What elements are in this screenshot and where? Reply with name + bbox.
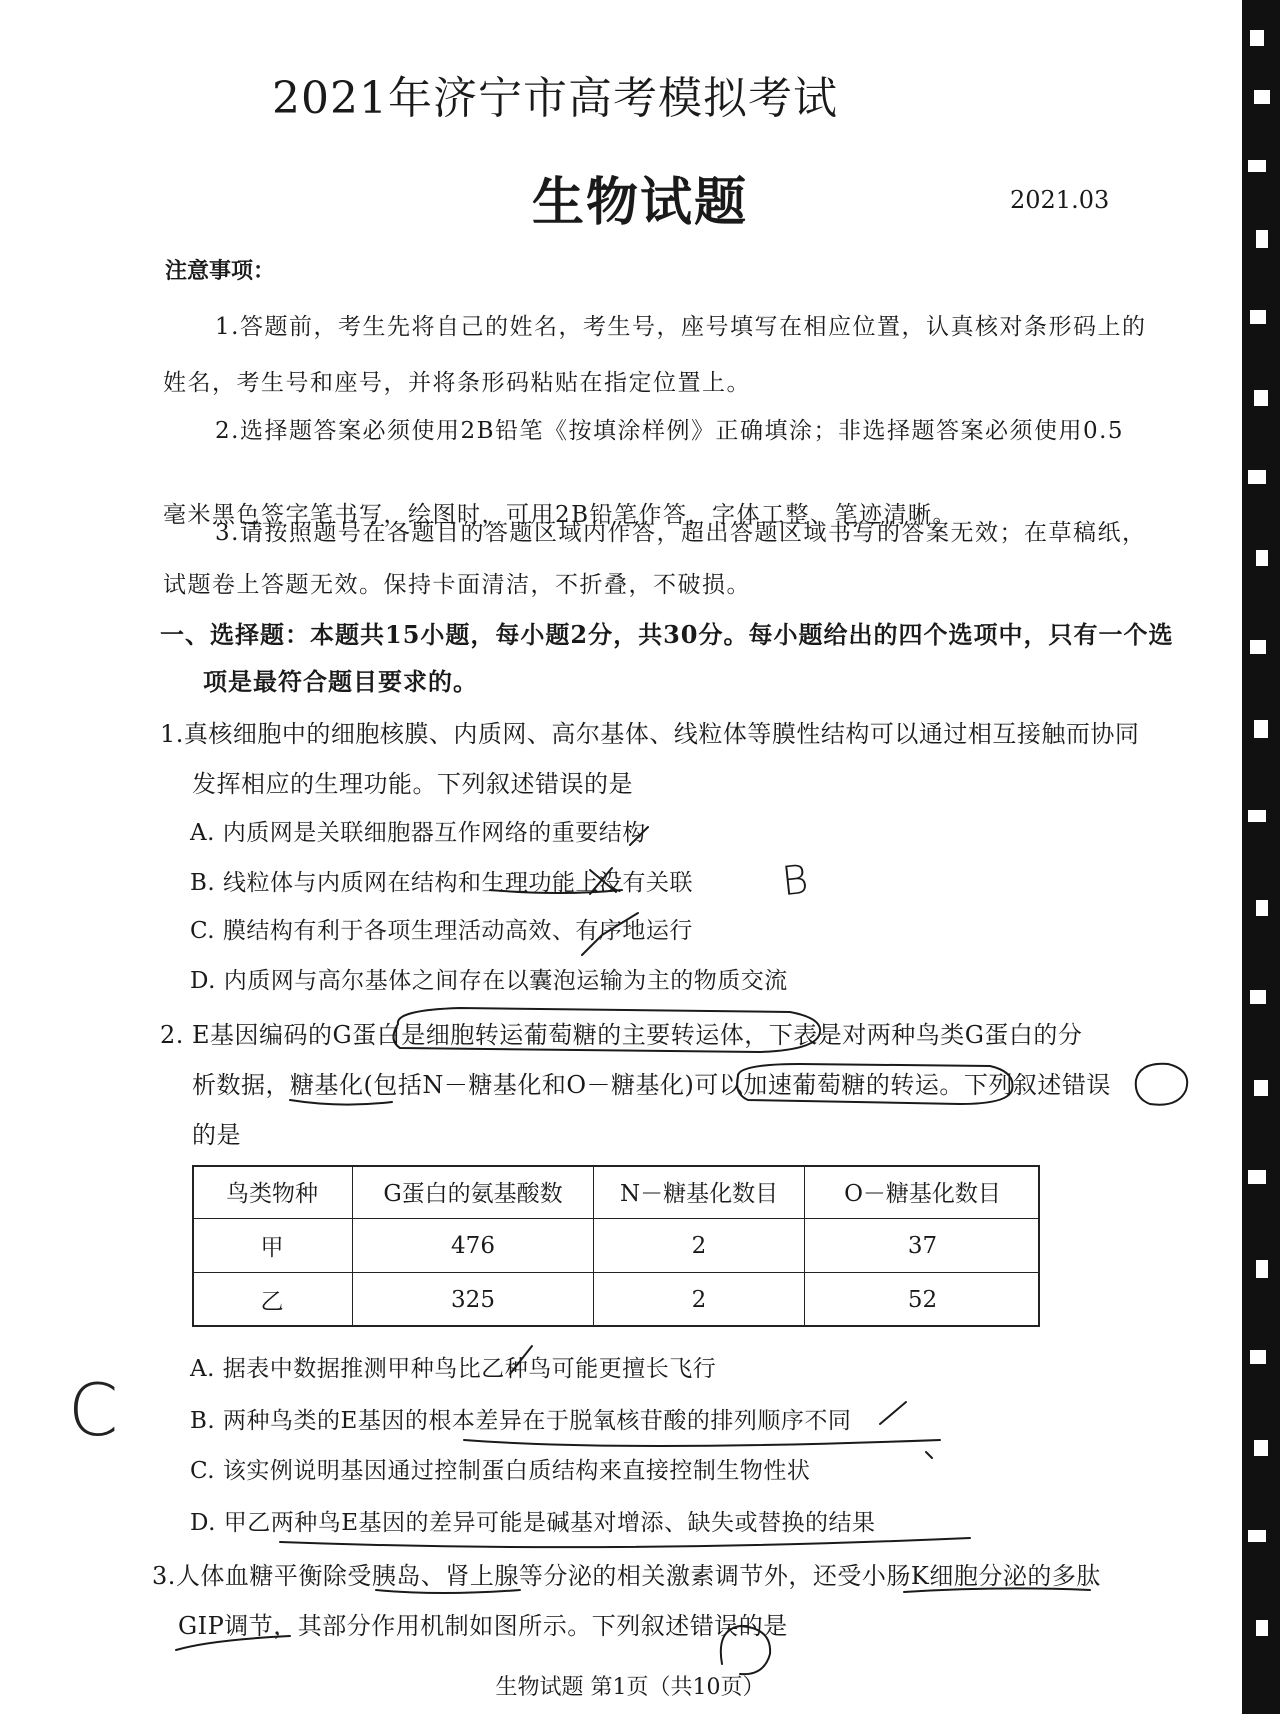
table-cell: 476 [353,1219,594,1273]
subject-title: 生物试题 [531,172,748,233]
table-header-cell: O－糖基化数目 [805,1165,1041,1219]
notice-heading: 注意事项： [165,258,276,284]
q2-option-d: D. 甲乙两种鸟E基因的差异可能是碱基对增添、缺失或替换的结果 [190,1510,876,1536]
q2-stem-line-3: 的是 [192,1121,241,1149]
q2-handwritten-answer: C [68,1368,119,1452]
q2-option-b: B. 两种鸟类的E基因的根本差异在于脱氧核苷酸的排列顺序不同 [190,1408,852,1434]
table-cell: 2 [594,1273,805,1327]
q3-stem-line-2: GIP调节，其部分作用机制如图所示。下列叙述错误的是 [178,1612,788,1640]
table-header-cell: 鸟类物种 [192,1165,353,1219]
q1-option-b: B. 线粒体与内质网在结构和生理功能上没有关联 [190,870,694,896]
q3-stem-line-1: 3.人体血糖平衡除受胰岛、肾上腺等分泌的相关激素调节外，还受小肠K细胞分泌的多肽 [152,1562,1101,1590]
q1-option-d: D. 内质网与高尔基体之间存在以囊泡运输为主的物质交流 [190,968,788,994]
table-cell: 37 [805,1219,1041,1273]
q2-stem-line-1: 2. E基因编码的G蛋白是细胞转运葡萄糖的主要转运体，下表是对两种鸟类G蛋白的分 [160,1021,1083,1049]
q1-option-a: A. 内质网是关联细胞器互作网络的重要结构 [190,820,646,846]
q1-stem-line-1: 1.真核细胞中的细胞核膜、内质网、高尔基体、线粒体等膜性结构可以通过相互接触而协同 [160,720,1140,748]
exam-date: 2021.03 [1010,186,1110,214]
table-cell: 2 [594,1219,805,1273]
section-1-line-1: 一、选择题：本题共15小题，每小题2分，共30分。每小题给出的四个选项中，只有一个选 [160,620,1174,649]
table-header-cell: G蛋白的氨基酸数 [353,1165,594,1219]
q2-option-c: C. 该实例说明基因通过控制蛋白质结构来直接控制生物性状 [190,1458,811,1484]
notice-item-1-line-1: 1.答题前，考生先将自己的姓名，考生号，座号填写在相应位置，认真核对条形码上的 [215,314,1147,340]
table-frame [192,1165,1040,1327]
scan-edge-artifact [1232,0,1280,1714]
table-cell: 325 [353,1273,594,1327]
q1-handwritten-answer: B [779,856,811,906]
notice-item-2-line-2: 毫米黑色签字笔书写，绘图时，可用2B铅笔作答，字体工整、笔迹清晰。 [163,502,958,528]
table-header-cell: N－糖基化数目 [594,1165,805,1219]
table-cell: 乙 [192,1273,353,1327]
q1-stem-line-2: 发挥相应的生理功能。下列叙述错误的是 [192,770,633,798]
notice-item-3-line-2: 试题卷上答题无效。保持卡面清洁，不折叠，不破损。 [163,572,751,598]
notice-item-3-line-1: 3.请按照题号在各题目的答题区域内作答，超出答题区域书写的答案无效；在草稿纸， [215,520,1147,546]
notice-item-1-line-2: 姓名，考生号和座号，并将条形码粘贴在指定位置上。 [163,370,751,396]
q1-option-c: C. 膜结构有利于各项生理活动高效、有序地运行 [190,918,693,944]
q2-stem-line-2: 析数据，糖基化(包括N－糖基化和O－糖基化)可以加速葡萄糖的转运。下列叙述错误 [192,1071,1111,1099]
section-1-line-2: 项是最符合题目要求的。 [203,667,478,696]
notice-item-2-line-1: 2.选择题答案必须使用2B铅笔《按填涂样例》正确填涂；非选择题答案必须使用0.5 [215,418,1125,444]
page-footer: 生物试题 第1页（共10页） [495,1675,765,1700]
exam-title: 2021年济宁市高考模拟考试 [272,73,838,124]
q2-option-a: A. 据表中数据推测甲种鸟比乙种鸟可能更擅长飞行 [190,1356,717,1382]
table-cell: 甲 [192,1219,353,1273]
table-cell: 52 [907,1286,938,1313]
